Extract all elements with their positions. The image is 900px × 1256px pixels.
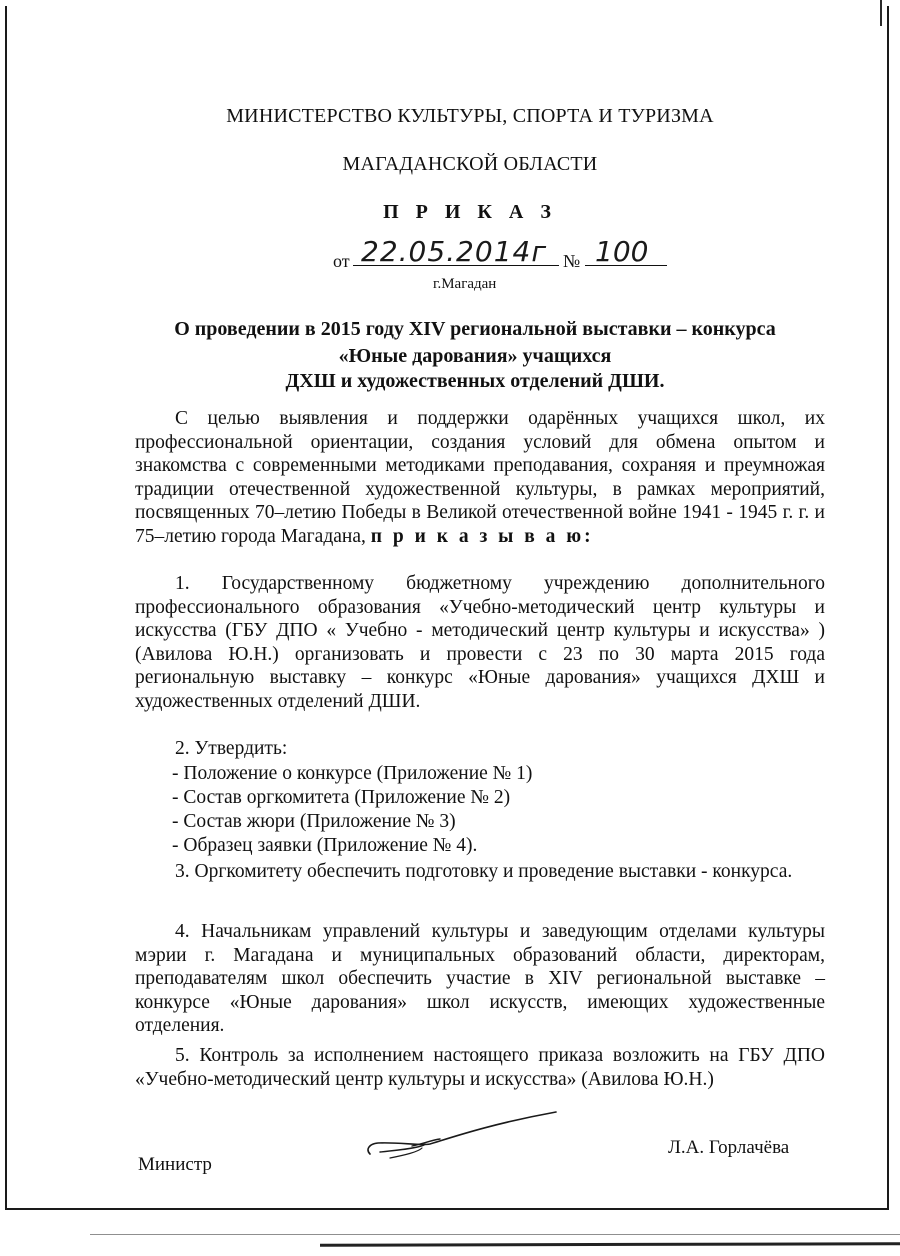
number-label: №	[563, 251, 581, 271]
intro-paragraph	[135, 407, 825, 548]
order-item-3-text: 3. Оргкомитету обеспечить подготовку и проведение выставки - конкурса.	[175, 861, 793, 882]
registration-line	[333, 235, 673, 272]
order-item-2-heading: 2. Утвердить:	[175, 738, 288, 759]
order-item-1-text: 1. Государственному бюджетному учреждению дополнительного профессионального образования «Учебно-методический центр культуры и искусства (ГБУ ДПО « Учебно - методический центр культуры и искусства» ) (Авилова Ю.Н.) организовать и провести с 23 по 30 марта 2015 года региональную выставку – конкурс «Юные дарования» учащихся ДХШ и художественных отделений ДШИ.	[135, 573, 825, 712]
order-item-1	[135, 572, 825, 713]
handwritten-date: 22.05.2014г	[353, 237, 559, 266]
approval-list-item: - Положение о конкурсе (Приложение № 1)	[172, 763, 533, 784]
signature-stroke	[360, 1106, 560, 1176]
handwritten-number: 100	[585, 237, 667, 266]
date-prefix: от	[333, 251, 350, 271]
order-verb: п р и к а з ы в а ю:	[370, 525, 594, 547]
signatory-name: Л.А. Горлачёва	[668, 1137, 790, 1158]
handwritten-signature	[360, 1106, 560, 1176]
city-name: г.Магадан	[433, 276, 497, 292]
document-type: П Р И К А З	[383, 201, 557, 223]
region-name: МАГАДАНСКОЙ ОБЛАСТИ	[342, 153, 598, 175]
order-item-5	[135, 1044, 825, 1091]
order-title-line-1: О проведении в 2015 году XIV региональной выставки – конкурса	[174, 318, 776, 340]
ministry-name: МИНИСТЕРСТВО КУЛЬТУРЫ, СПОРТА И ТУРИЗМА	[226, 105, 714, 127]
order-title-line-2: «Юные дарования» учащихся	[338, 345, 612, 367]
approval-list-item: - Состав оргкомитета (Приложение № 2)	[172, 787, 511, 808]
order-item-3	[135, 860, 825, 884]
order-item-4	[135, 920, 825, 1038]
approval-list-item: - Образец заявки (Приложение № 4).	[172, 835, 478, 856]
intro-text: С целью выявления и поддержки одарённых учащихся школ, их профессиональной ориентации, создания условий для обмена опытом и знакомства с современными методиками преподавания, сохраняя и преумножая традиции отечественной художественной культуры, в рамках мероприятий, посвященных 70–летию Победы в Великой отечественной войне 1941 - 1945 г. г. и 75–летию города Магадана,	[135, 408, 825, 547]
order-item-5-text: 5. Контроль за исполнением настоящего приказа возложить на ГБУ ДПО «Учебно-методический центр культуры и искусства» (Авилова Ю.Н.)	[135, 1045, 825, 1090]
approval-list-item: - Состав жюри (Приложение № 3)	[172, 811, 456, 832]
signatory-role: Министр	[138, 1154, 212, 1175]
order-title-line-3: ДХШ и художественных отделений ДШИ.	[285, 370, 665, 392]
order-item-4-text: 4. Начальникам управлений культуры и заведующим отделами культуры мэрии г. Магадана и муниципальных образований области, директорам, преподавателям школ обеспечить участие в XIV региональной выставке – конкурсе «Юные дарования» школ искусств, имеющих художественные отделения.	[135, 921, 825, 1036]
